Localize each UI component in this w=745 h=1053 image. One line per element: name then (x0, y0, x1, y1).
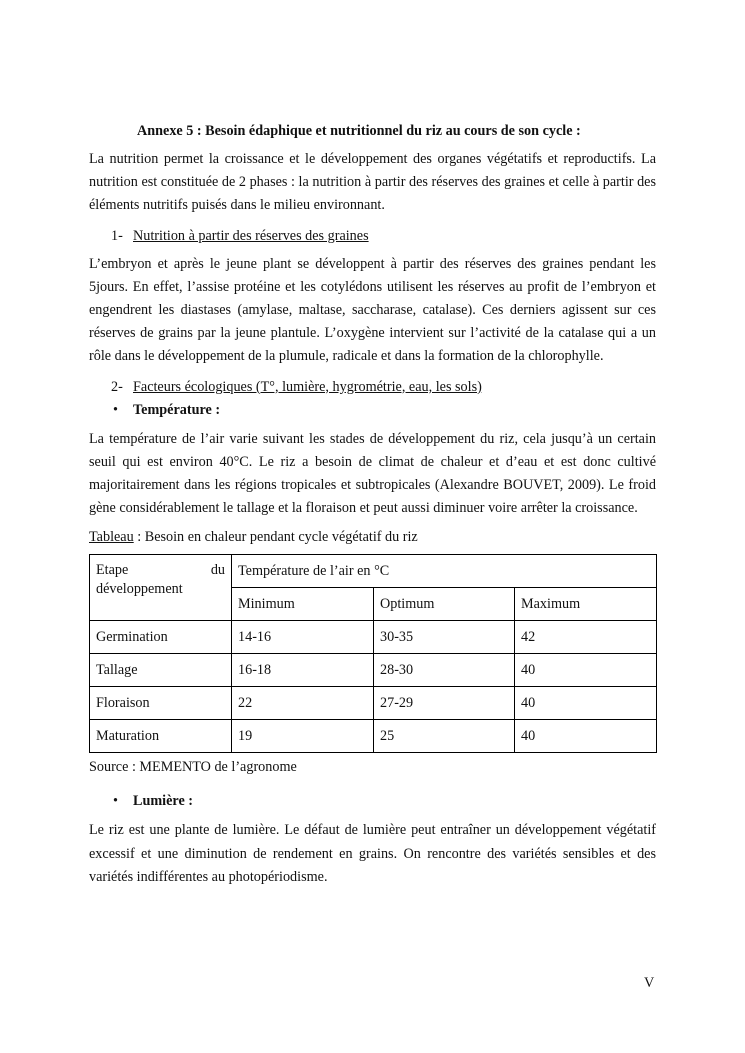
cell-opt: 25 (374, 720, 515, 753)
table-row (90, 654, 657, 687)
table-header-row (90, 555, 657, 588)
cell-min: 16-18 (232, 654, 374, 687)
page-content (89, 122, 656, 896)
header-stage (90, 555, 232, 621)
cell-min: 14-16 (232, 621, 374, 654)
header-optimum: Optimum (374, 588, 515, 621)
bullet-icon: • (113, 401, 118, 418)
cell-min: 22 (232, 687, 374, 720)
bullet-icon: • (113, 793, 118, 810)
section-2-title: Facteurs écologiques (T°, lumière, hygrométrie, eau, les sols) (133, 378, 482, 395)
section-1-title: Nutrition à partir des réserves des graines (133, 227, 369, 244)
cell-opt: 28-30 (374, 654, 515, 687)
page-number: V (644, 975, 655, 991)
header-maximum: Maximum (515, 588, 657, 621)
light-bullet (89, 790, 656, 812)
section-2-heading (89, 376, 656, 398)
table-row (90, 720, 657, 753)
table-source: Source : MEMENTO de l’agronome (89, 759, 297, 776)
cell-stage: Maturation (90, 720, 232, 753)
cell-min: 19 (232, 720, 374, 753)
header-stage-word2: du (210, 562, 225, 579)
section-1-paragraph: L’embryon et après le jeune plant se développent à partir des réserves des graines pendant les 5jours. En effet, l’assise protéine et les cotylédons utilisent les réserves au profit de l’embryon et engendrent les diastases (amylase, maltase, saccharase, catalase). Ces derniers agissent sur ces réserves de grains par la jeune plantule. L’oxygène intervient sur l’activité de la catalase qui a un rôle dans le développement de la plumule, radicale et dans la formation de la chlorophylle. (89, 255, 656, 365)
temperature-paragraph: La température de l’air varie suivant les stades de développement du riz, cela jusqu’à un certain seuil qui est environ 40°C. Le riz a besoin de climat de chaleur et d’eau et est donc cultivé majoritairement dans les régions tropicales et subtropicales (Alexandre BOUVET, 2009). Le froid gène considérablement le tallage et la floraison et peut aussi diminuer voire arrêter la croissance. (89, 430, 656, 517)
cell-opt: 30-35 (374, 621, 515, 654)
table-row (90, 687, 657, 720)
table-caption (89, 527, 656, 547)
section-1-number: 1- (111, 227, 123, 244)
section-2-number: 2- (111, 378, 123, 395)
header-temperature: Température de l’air en °C (232, 555, 657, 588)
temperature-bullet (89, 399, 656, 421)
cell-stage: Germination (90, 621, 232, 654)
annex-title: Annexe 5 : Besoin édaphique et nutritionnel du riz au cours de son cycle : (137, 123, 581, 139)
header-stage-word1: Etape (96, 562, 129, 579)
cell-stage: Tallage (90, 654, 232, 687)
cell-stage: Floraison (90, 687, 232, 720)
cell-max: 42 (515, 621, 657, 654)
cell-max: 40 (515, 654, 657, 687)
temperature-label: Température : (133, 401, 221, 418)
table-row (90, 621, 657, 654)
light-label: Lumière : (133, 793, 194, 810)
cell-opt: 27-29 (374, 687, 515, 720)
table-caption-text: : Besoin en chaleur pendant cycle végétatif du riz (133, 529, 418, 546)
header-minimum: Minimum (232, 588, 374, 621)
section-1-heading (89, 225, 656, 247)
intro-paragraph: La nutrition permet la croissance et le développement des organes végétatifs et reproductifs. La nutrition est constituée de 2 phases : la nutrition à partir des réserves des graines et celle à partir des éléments nutritifs puisés dans le milieu environnant. (89, 151, 656, 214)
cell-max: 40 (515, 687, 657, 720)
heat-requirement-table (89, 554, 657, 753)
table-caption-label: Tableau (89, 529, 134, 546)
light-paragraph: Le riz est une plante de lumière. Le défaut de lumière peut entraîner un développement végétatif excessif et une diminution de rendement en grains. On rencontre des variétés sensibles et des variétés indifférentes au photopériodisme. (89, 822, 656, 885)
cell-max: 40 (515, 720, 657, 753)
header-stage-word3: développement (96, 581, 183, 598)
